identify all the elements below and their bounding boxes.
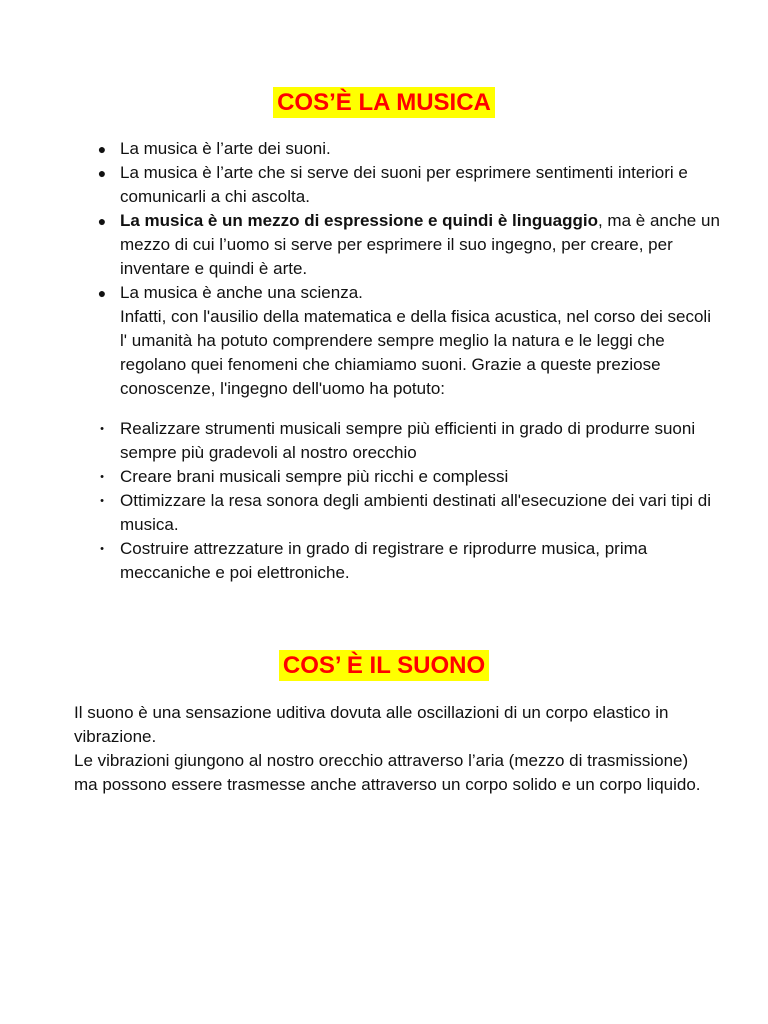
bullet-icon: ● — [97, 213, 107, 229]
list-item — [97, 281, 720, 401]
abilities-bullet-list — [100, 417, 720, 585]
bullet-bold-text: La musica è un mezzo di espressione e quindi è linguaggio — [120, 211, 598, 230]
sub-bullet-text: Ottimizzare la resa sonora degli ambienti destinati all'esecuzione dei vari tipi di musica. — [120, 491, 711, 534]
bullet-text: , ma è anche un mezzo di cui l’uomo si serve per esprimere il suo ingegno, per creare, per inventare e quindi è arte. — [120, 211, 720, 278]
musica-bullet-list — [97, 137, 720, 401]
small-bullet-icon: • — [100, 495, 104, 507]
list-item — [100, 465, 720, 489]
section-title-musica — [0, 88, 768, 118]
bullet-text: La musica è l’arte dei suoni. — [120, 139, 331, 158]
section-title-suono-text: COS’ È IL SUONO — [279, 650, 489, 681]
section-title-musica-text: COS’È LA MUSICA — [273, 87, 495, 118]
bullet-icon: ● — [97, 285, 107, 301]
sub-bullet-text: Realizzare strumenti musicali sempre più efficienti in grado di produrre suoni sempre più gradevoli al nostro orecchio — [120, 419, 696, 462]
small-bullet-icon: • — [100, 471, 104, 483]
bullet-icon: ● — [97, 165, 107, 181]
suono-paragraph — [74, 701, 714, 797]
sub-bullet-text: Costruire attrezzature in grado di registrare e riprodurre musica, prima meccaniche e poi elettroniche. — [120, 539, 648, 582]
small-bullet-icon: • — [100, 543, 104, 555]
paragraph-text: Il suono è una sensazione uditiva dovuta alle oscillazioni di un corpo elastico in vibrazione. — [74, 703, 669, 746]
list-item — [100, 489, 720, 537]
list-item — [97, 137, 720, 161]
bullet-text: La musica è l’arte che si serve dei suoni per esprimere sentimenti interiori e comunicarli a chi ascolta. — [120, 163, 688, 206]
sub-bullet-text: Creare brani musicali sempre più ricchi e complessi — [120, 467, 509, 486]
bullet-icon: ● — [97, 141, 107, 157]
list-item — [97, 161, 720, 209]
bullet-continuation-text: Infatti, con l'ausilio della matematica e della fisica acustica, nel corso dei secoli l' umanità ha potuto comprendere sempre meglio la natura e le leggi che regolano quei fenomeni che chiamiamo suoni. Grazie a queste preziose conoscenze, l'ingegno dell'uomo ha potuto: — [120, 307, 711, 398]
list-item — [100, 537, 720, 585]
list-item — [100, 417, 720, 465]
paragraph-text: Le vibrazioni giungono al nostro orecchio attraverso l’aria (mezzo di trasmissione) ma possono essere trasmesse anche attraverso un corpo solido e un corpo liquido. — [74, 751, 701, 794]
section-title-suono — [0, 651, 768, 681]
small-bullet-icon: • — [100, 423, 104, 435]
list-item — [97, 209, 720, 281]
bullet-text: La musica è anche una scienza. — [120, 283, 363, 302]
